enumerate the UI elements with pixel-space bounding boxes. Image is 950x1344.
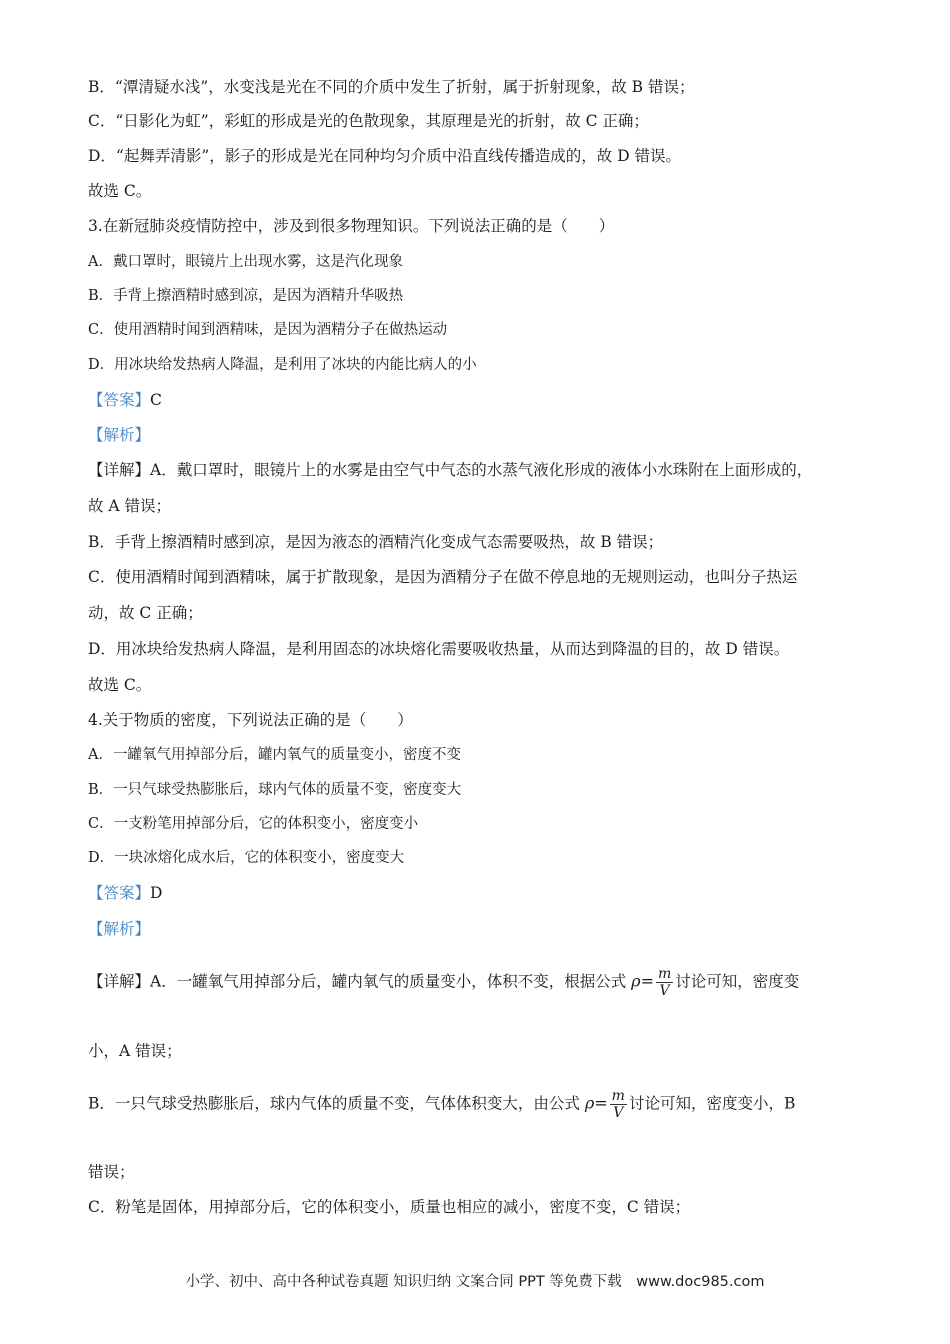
detail-tag: 【详解】 [88, 461, 151, 479]
text-line: B．“潭清疑水浅”，水变浅是光在不同的介质中发生了折射，属于折射现象，故 B 错误； [88, 78, 695, 96]
text-line: D．“起舞弄清影”，影子的形成是光在同种均匀介质中沿直线传播造成的，故 D 错误。 [88, 147, 682, 165]
density-fraction: $\frac{m}{V}$ [611, 1088, 625, 1121]
question-4-option-a: A．一罐氧气用掉部分后，罐内氧气的质量变小，密度不变 [88, 747, 461, 763]
text-line: 动，故 C 正确； [88, 604, 203, 622]
answer-tag: 【答案】 [88, 391, 151, 409]
question-4-detail-c: C．粉笔是固体，用掉部分后，它的体积变小，质量也相应的减小，密度不变，C 错误； [88, 1198, 691, 1216]
question-3-detail-a: 【详解】A．戴口罩时，眼镜片上的水雾是由空气中气态的水蒸气液化形成的液体小水珠附在上面形成的， [88, 461, 813, 479]
question-4-answer [88, 882, 162, 904]
question-4-option-c: C．一支粉笔用掉部分后，它的体积变小，密度变小 [88, 816, 419, 832]
text-line: 故选 C。 [88, 182, 152, 200]
question-4-option-d: D．一块冰熔化成水后，它的体积变小，密度变大 [88, 850, 405, 866]
question-3-option-a: A．戴口罩时，眼镜片上出现水雾，这是汽化现象 [88, 254, 403, 270]
answer-value: C [150, 391, 162, 409]
question-4-stem: 4.关于物质的密度，下列说法正确的是（ ） [88, 711, 413, 729]
question-4-detail-b: B．一只气球受热膨胀后，球内气体的质量不变，气体体积变大，由公式 ρ= $\frac{m}{V}$ 讨论可知，密度变小，B [88, 1088, 796, 1121]
question-3-option-d: D．用冰块给发热病人降温，是利用了冰块的内能比病人的小 [88, 357, 477, 373]
question-3-detail-b: B．手背上擦酒精时感到凉，是因为液态的酒精汽化变成气态需要吸热，故 B 错误； [88, 533, 664, 551]
question-3-option-c: C．使用酒精时闻到酒精味，是因为酒精分子在做热运动 [88, 322, 448, 338]
text-line: 小，A 错误； [88, 1042, 182, 1060]
text-line: C．“日影化为虹”，彩虹的形成是光的色散现象，其原理是光的折射，故 C 正确； [88, 112, 649, 130]
question-3-stem: 3.在新冠肺炎疫情防控中，涉及到很多物理知识。下列说法正确的是（ ） [88, 217, 615, 235]
answer-tag: 【答案】 [88, 884, 151, 902]
question-4-detail-a: 【详解】A．一罐氧气用掉部分后，罐内氧气的质量变小，体积不变，根据公式 ρ= $\frac{m}{V}$ 讨论可知，密度变 [88, 966, 800, 999]
density-formula-symbol: ρ= [584, 1093, 608, 1113]
question-3-detail-c: C．使用酒精时闻到酒精味，属于扩散现象，是因为酒精分子在做不停息地的无规则运动，也叫分子热运 [88, 568, 798, 586]
analysis-tag: 【解析】 [88, 426, 151, 444]
analysis-tag: 【解析】 [88, 920, 151, 938]
text-line: 错误； [88, 1163, 135, 1181]
density-fraction: $\frac{m}{V}$ [657, 966, 672, 999]
answer-value: D [150, 884, 163, 902]
question-3-option-b: B．手背上擦酒精时感到凉，是因为酒精升华吸热 [88, 288, 404, 304]
question-3-answer [88, 389, 162, 411]
detail-tag: 【详解】 [88, 972, 151, 991]
page-footer: 小学、初中、高中各种试卷真题 知识归纳 文案合同 PPT 等免费下载 www.doc985.com [185, 1274, 765, 1290]
text-line: 故 A 错误； [88, 497, 172, 515]
question-3-detail-d: D．用冰块给发热病人降温，是利用固态的冰块熔化需要吸收热量，从而达到降温的目的，故 D 错误。 [88, 640, 790, 658]
text-line: 故选 C。 [88, 676, 152, 694]
density-formula-symbol: ρ= [631, 971, 654, 991]
question-4-option-b: B．一只气球受热膨胀后，球内气体的质量不变，密度变大 [88, 782, 462, 798]
